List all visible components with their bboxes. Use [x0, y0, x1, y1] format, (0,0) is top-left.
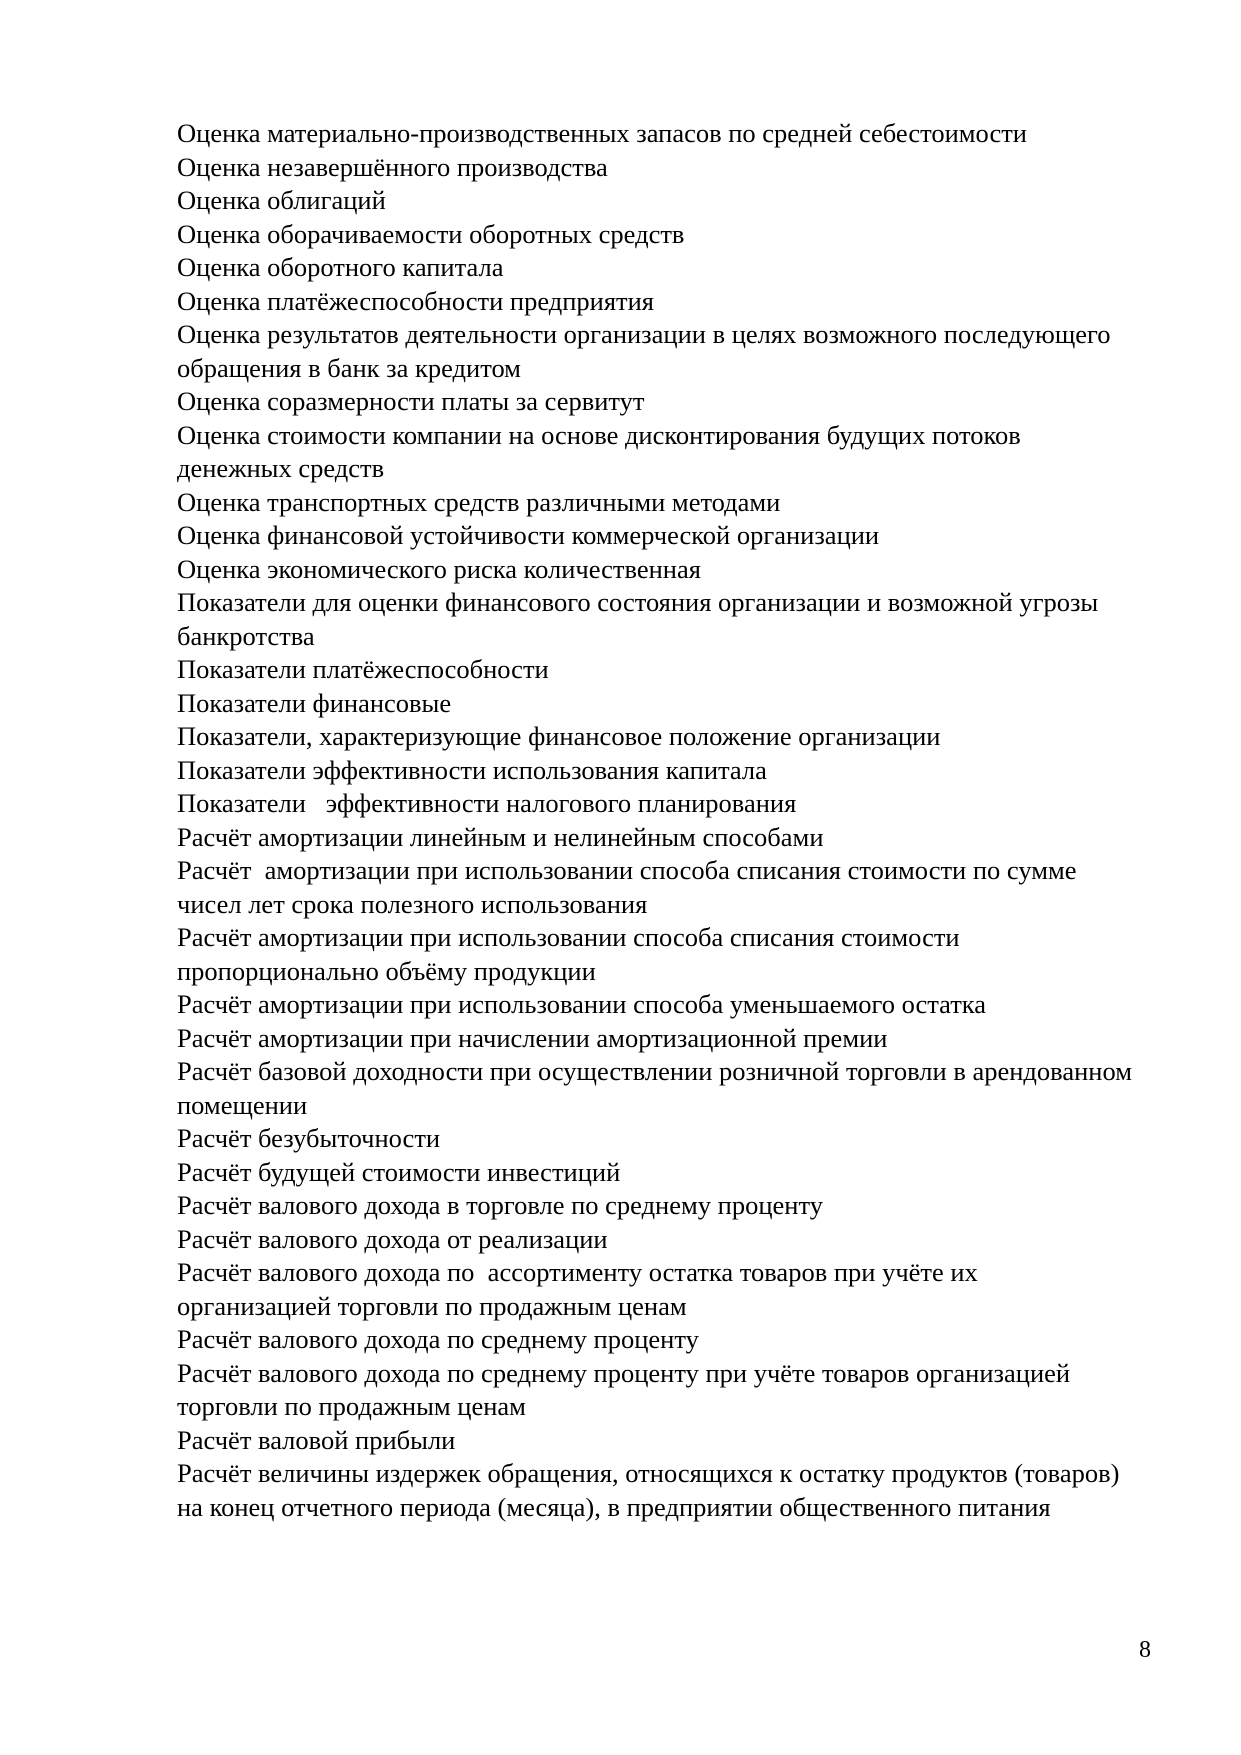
- list-item: Расчёт амортизации при использовании способа списания стоимости пропорционально объёму продукции: [177, 922, 967, 986]
- list-item: Расчёт валовой прибыли: [177, 1424, 456, 1455]
- entry-list: [177, 117, 1137, 1524]
- list-item: Оценка оборотного капитала: [177, 252, 504, 282]
- list-item: Оценка транспортных средств различными методами: [177, 486, 781, 517]
- list-item: Оценка финансовой устойчивости коммерческой организации: [177, 520, 880, 550]
- list-item: Расчёт валового дохода по среднему проценту: [177, 1324, 699, 1354]
- list-item: Оценка облигаций: [177, 185, 386, 215]
- list-item: Расчёт амортизации при использовании способа уменьшаемого остатка: [177, 989, 987, 1019]
- list-item: Показатели для оценки финансового состояния организации и возможной угрозы банкротства: [177, 587, 1105, 651]
- list-item: Показатели финансовые: [177, 687, 452, 718]
- list-item: Оценка стоимости компании на основе дисконтирования будущих потоков денежных средств: [177, 419, 1028, 483]
- list-item: Расчёт валового дохода по среднему проценту при учёте товаров организацией торговли по продажным ценам: [177, 1357, 1077, 1421]
- list-item: Показатели эффективности налогового планирования: [177, 788, 797, 818]
- list-item: Расчёт базовой доходности при осуществлении розничной торговли в арендованном помещении: [177, 1056, 1139, 1120]
- list-item: Оценка платёжеспособности предприятия: [177, 285, 654, 316]
- page-number: 8: [1139, 1637, 1151, 1663]
- list-item: Оценка результатов деятельности организации в целях возможного последующего обращения в банк за кредитом: [177, 319, 1118, 383]
- list-item: Расчёт амортизации при использовании способа списания стоимости по сумме чисел лет срока полезного использования: [177, 855, 1084, 919]
- list-item: Показатели платёжеспособности: [177, 654, 549, 684]
- list-item: Расчёт валового дохода от реализации: [177, 1223, 608, 1254]
- list-item: Расчёт амортизации линейным и нелинейным способами: [177, 821, 824, 852]
- list-item: Показатели, характеризующие финансовое положение организации: [177, 721, 941, 751]
- list-item: Оценка экономического риска количественная: [177, 553, 701, 584]
- list-item: Оценка незавершённого производства: [177, 151, 608, 182]
- list-item: Показатели эффективности использования капитала: [177, 754, 767, 785]
- list-item: Оценка оборачиваемости оборотных средств: [177, 218, 685, 249]
- list-item: Оценка материально-производственных запасов по средней себестоимости: [177, 118, 1027, 148]
- list-item: Оценка соразмерности платы за сервитут: [177, 386, 645, 416]
- list-item: Расчёт безубыточности: [177, 1123, 441, 1153]
- list-item: Расчёт будущей стоимости инвестиций: [177, 1156, 621, 1187]
- list-item: Расчёт величины издержек обращения, относящихся к остатку продуктов (товаров) на конец отчетного периода (месяца), в предприятии общественного питания: [177, 1458, 1127, 1522]
- list-item: Расчёт валового дохода в торговле по среднему проценту: [177, 1190, 823, 1220]
- list-item: Расчёт валового дохода по ассортименту остатка товаров при учёте их организацией торговли по продажным ценам: [177, 1257, 985, 1321]
- list-item: Расчёт амортизации при начислении амортизационной премии: [177, 1022, 888, 1053]
